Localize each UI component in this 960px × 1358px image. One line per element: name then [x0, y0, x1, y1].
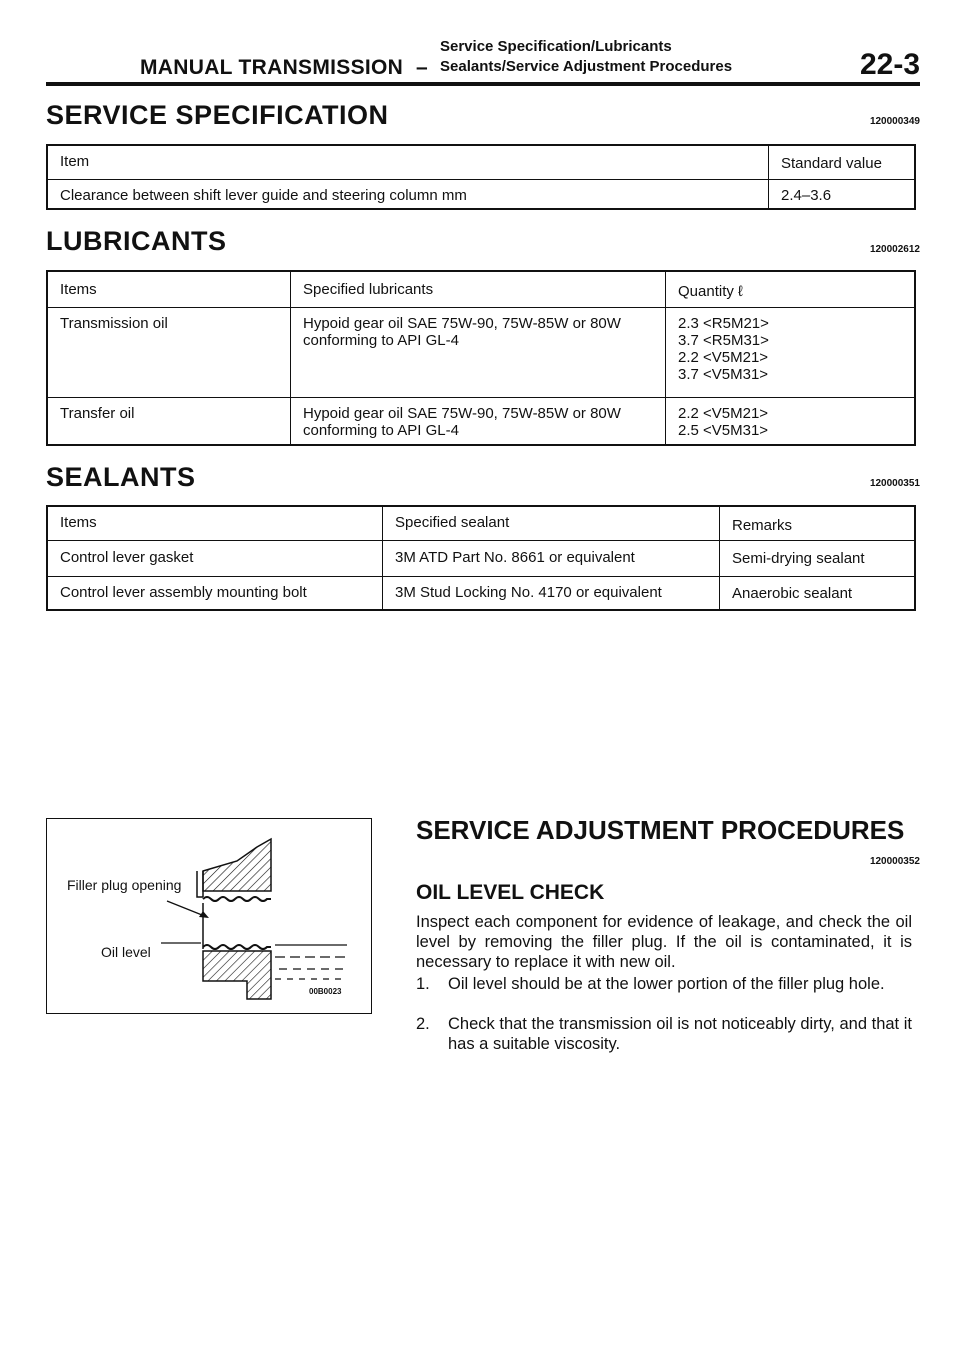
table-row: [47, 179, 915, 209]
table-header-cell: Item: [47, 145, 769, 179]
service-spec-code: 120000349: [869, 116, 920, 127]
quantity-line: 2.3 <R5M21>: [678, 314, 769, 332]
table-cell: 2.4–3.6: [769, 179, 916, 209]
lower-casing-hatch: [203, 951, 271, 999]
table-header-cell: Remarks: [720, 506, 916, 540]
oil-level-diagram: [47, 819, 371, 1013]
header-subtitle-line1: Service Specification/Lubricants: [440, 38, 672, 55]
sealants-code: 120000351: [869, 478, 920, 489]
adjustment-code: 120000352: [869, 856, 920, 867]
upper-casing-hatch: [203, 839, 271, 891]
service-spec-table: [46, 144, 916, 210]
quantity-line: 3.7 <R5M31>: [678, 331, 769, 349]
table-cell: Transmission oil: [47, 307, 291, 397]
header-title: MANUAL TRANSMISSION: [140, 56, 404, 79]
table-cell: Hypoid gear oil SAE 75W-90, 75W-85W or 80W conforming to API GL-4: [291, 307, 666, 397]
table-cell: Clearance between shift lever guide and steering column mm: [47, 179, 769, 209]
step-text: Oil level should be at the lower portion of the filler plug hole.: [448, 975, 885, 993]
header-subtitle-line2: Sealants/Service Adjustment Procedures: [440, 58, 733, 75]
page-number: 22-3: [859, 48, 920, 81]
lubricants-table: [46, 270, 916, 446]
oil-level-label: Oil level: [101, 944, 151, 960]
table-header-cell: Specified lubricants: [291, 271, 666, 307]
table-cell: [666, 307, 916, 397]
table-header-row: [47, 145, 915, 179]
table-cell: 3M Stud Locking No. 4170 or equivalent: [383, 576, 720, 610]
quantity-line: 2.2 <V5M21>: [678, 404, 769, 422]
table-header-cell: Items: [47, 506, 383, 540]
table-cell: [666, 397, 916, 445]
table-row: [47, 397, 915, 445]
lubricants-heading: LUBRICANTS: [46, 226, 227, 256]
table-row: [47, 540, 915, 576]
quantity-line: 3.7 <V5M31>: [678, 365, 769, 383]
header-dash: –: [416, 56, 428, 79]
lubricants-code: 120002612: [869, 244, 920, 255]
table-cell: Transfer oil: [47, 397, 291, 445]
table-header-cell: Standard value: [769, 145, 916, 179]
table-header-cell: Quantity ℓ: [666, 271, 916, 307]
adjustment-intro: Inspect each component for evidence of leakage, and check the oil level by removing the filler plug. If the oil is contaminated, it is necessary to replace it with new oil.: [416, 913, 912, 971]
oil-level-check-heading: OIL LEVEL CHECK: [416, 881, 605, 904]
table-cell: Anaerobic sealant: [720, 576, 916, 610]
sealants-heading: SEALANTS: [46, 462, 196, 492]
figure-code: 00B0023: [309, 987, 342, 996]
quantity-line: 2.5 <V5M31>: [678, 421, 769, 439]
table-row: [47, 307, 915, 397]
sealants-table: [46, 505, 916, 611]
filler-plug-label: Filler plug opening: [67, 877, 182, 893]
quantity-line: 2.2 <V5M21>: [678, 348, 769, 366]
table-header-row: [47, 271, 915, 307]
step-number: 2.: [416, 1015, 430, 1033]
table-cell: Control lever gasket: [47, 540, 383, 576]
oil-level-figure: [46, 818, 372, 1014]
step-number: 1.: [416, 975, 430, 993]
table-row: [47, 576, 915, 610]
adjustment-heading: SERVICE ADJUSTMENT PROCEDURES: [416, 815, 905, 845]
table-cell: Hypoid gear oil SAE 75W-90, 75W-85W or 80W conforming to API GL-4: [291, 397, 666, 445]
header-rule: [46, 82, 920, 86]
table-header-row: [47, 506, 915, 540]
table-cell: Semi-drying sealant: [720, 540, 916, 576]
step-text: Check that the transmission oil is not noticeably dirty, and that it has a suitable viscosity.: [448, 1015, 912, 1053]
table-header-cell: Specified sealant: [383, 506, 720, 540]
table-cell: Control lever assembly mounting bolt: [47, 576, 383, 610]
table-cell: 3M ATD Part No. 8661 or equivalent: [383, 540, 720, 576]
service-spec-heading: SERVICE SPECIFICATION: [46, 100, 389, 130]
table-header-cell: Items: [47, 271, 291, 307]
